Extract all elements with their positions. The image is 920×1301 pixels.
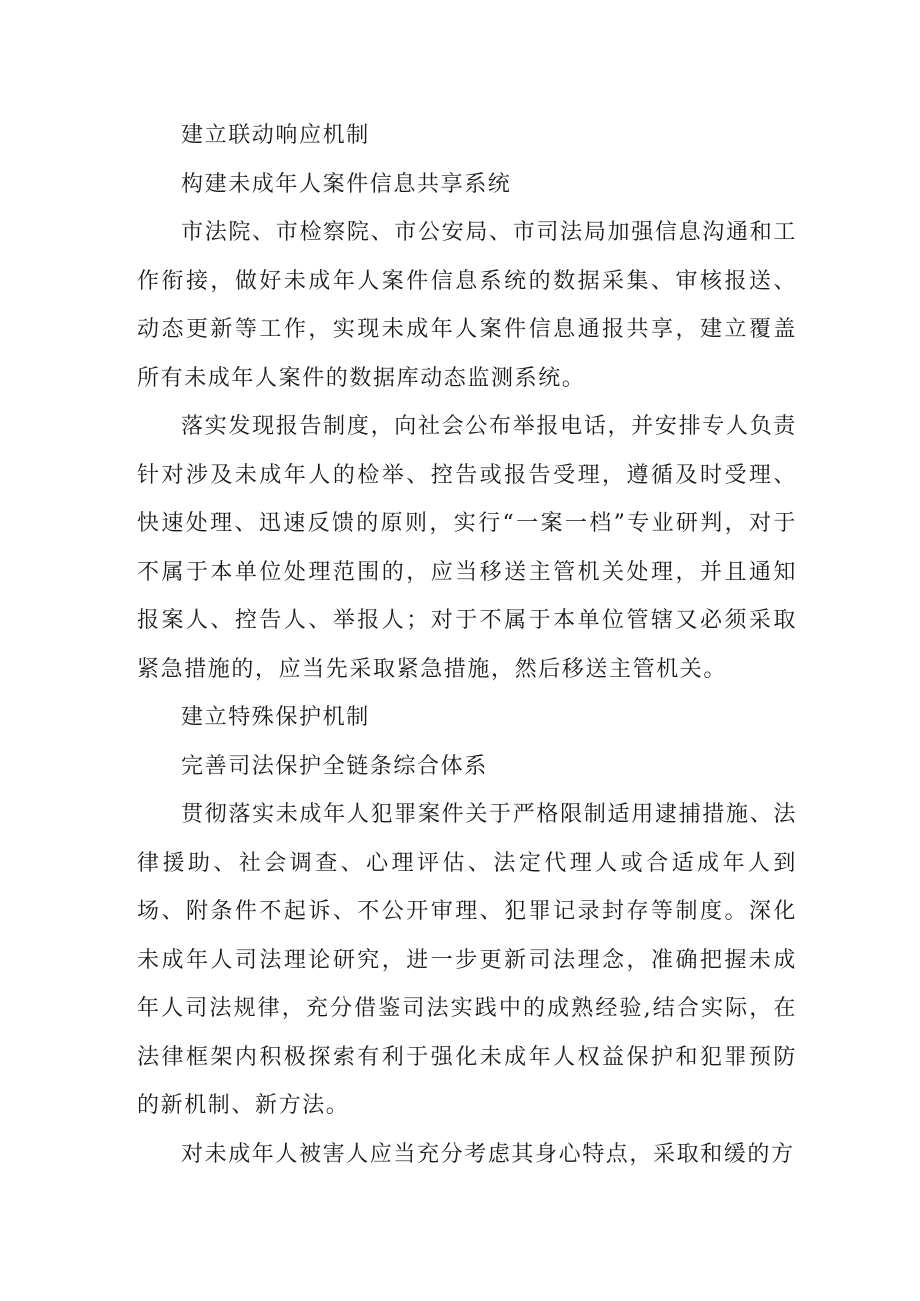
section-subheading-judicial-protection: 完善司法保护全链条综合体系 — [181, 753, 488, 779]
paragraph-info-sharing: 市法院、市检察院、市公安局、市司法局加强信息沟通和工作衔接，做好未成年人案件信息系统的数据采集、审核报送、动态更新等工作，实现未成年人案件信息通报共享，建立覆盖所有未成年人案件的数据库动态监测系统。 — [137, 220, 797, 391]
paragraph-judicial-system: 贯彻落实未成年人犯罪案件关于严格限制适用逮捕措施、法律援助、社会调查、心理评估、法定代理人或合适成年人到场、附条件不起诉、不公开审理、犯罪记录封存等制度。深化未成年人司法理论研究，进一步更新司法理念，准确把握未成年人司法规律，充分借鉴司法实践中的成熟经验,结合实际，在法律框架内积极探索有利于强化未成年人权益保护和犯罪预防的新机制、新方法。 — [137, 802, 797, 1118]
section-heading-special-protection: 建立特殊保护机制 — [181, 705, 370, 730]
section-subheading-info-sharing: 构建未成年人案件信息共享系统 — [181, 171, 512, 197]
paragraph-victim-care: 对未成年人被害人应当充分考虑其身心特点，采取和缓的方 — [181, 1141, 795, 1167]
section-heading-linkage-mechanism: 建立联动响应机制 — [181, 123, 370, 148]
document-body — [137, 112, 797, 1179]
paragraph-reporting-system: 落实发现报告制度，向社会公布举报电话，并安排专人负责针对涉及未成年人的检举、控告或报告受理，遵循及时受理、快速处理、迅速反馈的原则，实行“一案一档”专业研判，对于不属于本单位处理范围的，应当移送主管机关处理，并且通知报案人、控告人、举报人；对于不属于本单位管辖又必须采取紧急措施的，应当先采取紧急措施，然后移送主管机关。 — [137, 414, 797, 682]
